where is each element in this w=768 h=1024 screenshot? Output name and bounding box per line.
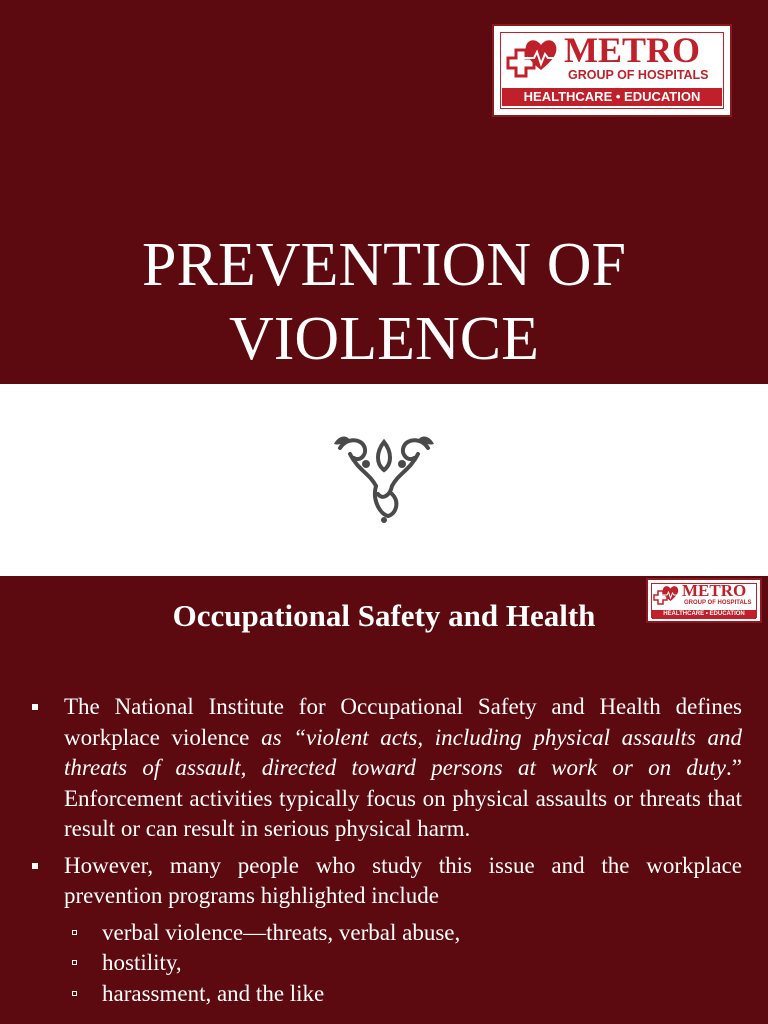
logo-subtitle-small: GROUP OF HOSPITALS	[684, 600, 752, 606]
heart-icon	[522, 34, 560, 74]
slide-title	[0, 228, 768, 376]
sub-bullet-item	[30, 918, 742, 949]
bullet-text: The National Institute for Occupational Safety and Health defines workplace violence	[64, 694, 742, 750]
logo-brand-small: METRO	[682, 581, 747, 600]
logo-tagline: HEALTHCARE • EDUCATION	[502, 88, 722, 106]
logo-brand: METRO	[564, 30, 701, 70]
bullet-square-icon	[32, 863, 38, 869]
bullet-square-icon	[32, 704, 38, 710]
sub-bullet-icon	[72, 960, 77, 965]
sub-bullet-icon	[72, 991, 77, 996]
bullet-item	[30, 851, 742, 912]
logo-tagline-small: HEALTHCARE • EDUCATION	[652, 610, 756, 619]
sub-bullet-icon	[72, 930, 77, 935]
sub-bullet-text: verbal violence—threats, verbal abuse,	[102, 919, 461, 945]
metro-logo	[492, 24, 732, 117]
bullet-item	[30, 692, 742, 845]
bullet-tail: .” Enforcement activities typically focus on physical assaults or threats that result or can result in serious physical harm.	[64, 755, 742, 841]
bullet-quote: as “violent acts, including physical assaults and threats of assault, directed toward persons at work or on duty	[64, 724, 742, 780]
floral-ornament-icon	[332, 434, 436, 524]
slide-content	[30, 692, 742, 1009]
sub-bullet-item	[30, 948, 742, 979]
slide-title-line1: PREVENTION OF	[142, 231, 626, 299]
logo-subtitle: GROUP OF HOSPITALS	[568, 68, 709, 82]
sub-bullet-text: hostility,	[102, 950, 182, 975]
bullet-text: However, many people who study this issue and the workplace prevention programs highlighted include	[64, 852, 742, 908]
sub-bullet-text: harassment, and the like	[102, 980, 325, 1006]
slide-title-line2: VIOLENCE	[229, 305, 539, 373]
slide-heading: Occupational Safety and Health	[172, 598, 596, 633]
sub-bullet-item	[30, 979, 742, 1010]
